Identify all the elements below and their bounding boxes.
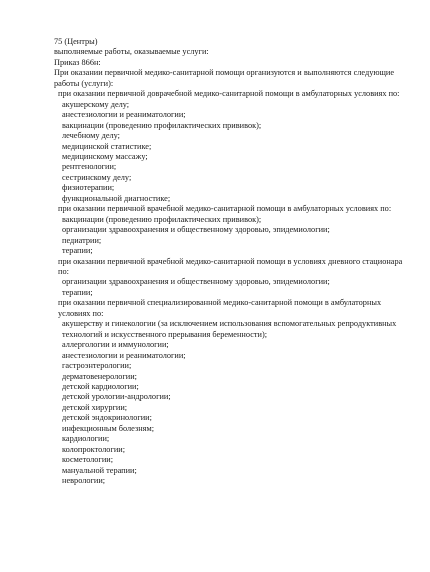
text-line: анестезиологии и реаниматологии;	[62, 350, 186, 360]
text-line: лечебному делу;	[62, 131, 120, 141]
text-line: организации здравоохранения и общественному здоровью, эпидемиологии;	[62, 277, 330, 287]
text-line: колопроктологии;	[62, 444, 126, 454]
text-line: вакцинации (проведению профилактических прививок);	[62, 120, 262, 130]
text-line: терапии;	[62, 246, 93, 256]
text-line: детской хирургии;	[62, 402, 128, 412]
text-line: кардиологии;	[62, 434, 110, 444]
text-line: При оказании первичной медико-санитарной помощи организуются и выполняются следующие работы (услуги):	[54, 68, 395, 88]
text-line: акушерству и гинекологии (за исключением использования вспомогательных репродуктивных технологий и искусственного прерывания беременности);	[62, 319, 397, 339]
text-line: при оказании первичной врачебной медико-санитарной помощи в амбулаторных условиях по:	[58, 204, 392, 214]
text-line: рентгенологии;	[62, 162, 117, 172]
text-line: акушерскому делу;	[62, 99, 130, 109]
text-line: сестринскому делу;	[62, 172, 132, 182]
text-line: при оказании первичной специализированной медико-санитарной помощи в амбулаторных условиях по:	[58, 298, 382, 318]
text-line: педиатрии;	[62, 235, 102, 245]
text-line: аллергологии и иммунологии;	[62, 340, 169, 350]
text-line: дерматовенерологии;	[62, 371, 137, 381]
text-line: терапии;	[62, 287, 93, 297]
text-line: медицинской статистике;	[62, 141, 152, 151]
text-line: косметологии;	[62, 455, 114, 465]
text-line: вакцинации (проведению профилактических прививок);	[62, 214, 262, 224]
text-line: детской кардиологии;	[62, 381, 139, 391]
text-line: анестезиологии и реаниматологии;	[62, 110, 186, 120]
text-line: инфекционным болезням;	[62, 423, 155, 433]
text-line: организации здравоохранения и общественному здоровью, эпидемиологии;	[62, 225, 330, 235]
text-line: детской урологии-андрологии;	[62, 392, 171, 402]
text-line: при оказании первичной доврачебной медико-санитарной помощи в амбулаторных условиях по:	[58, 89, 400, 99]
text-line: неврологии;	[62, 476, 106, 486]
text-line: выполняемые работы, оказываемые услуги:	[54, 47, 209, 57]
text-line: детской эндокринологии;	[62, 413, 152, 423]
text-line: Приказ 866н:	[54, 57, 101, 67]
text-line: 75 (Центры)	[54, 37, 98, 46]
text-line: физиотерапии;	[62, 183, 115, 193]
text-line: мануальной терапии;	[62, 465, 137, 475]
text-line: функциональной диагностике;	[62, 193, 171, 203]
text-line: при оказании первичной врачебной медико-санитарной помощи в условиях дневного стационара по:	[58, 256, 403, 276]
text-line: гастроэнтерологии;	[62, 361, 132, 371]
text-line: медицинскому массажу;	[62, 151, 148, 161]
